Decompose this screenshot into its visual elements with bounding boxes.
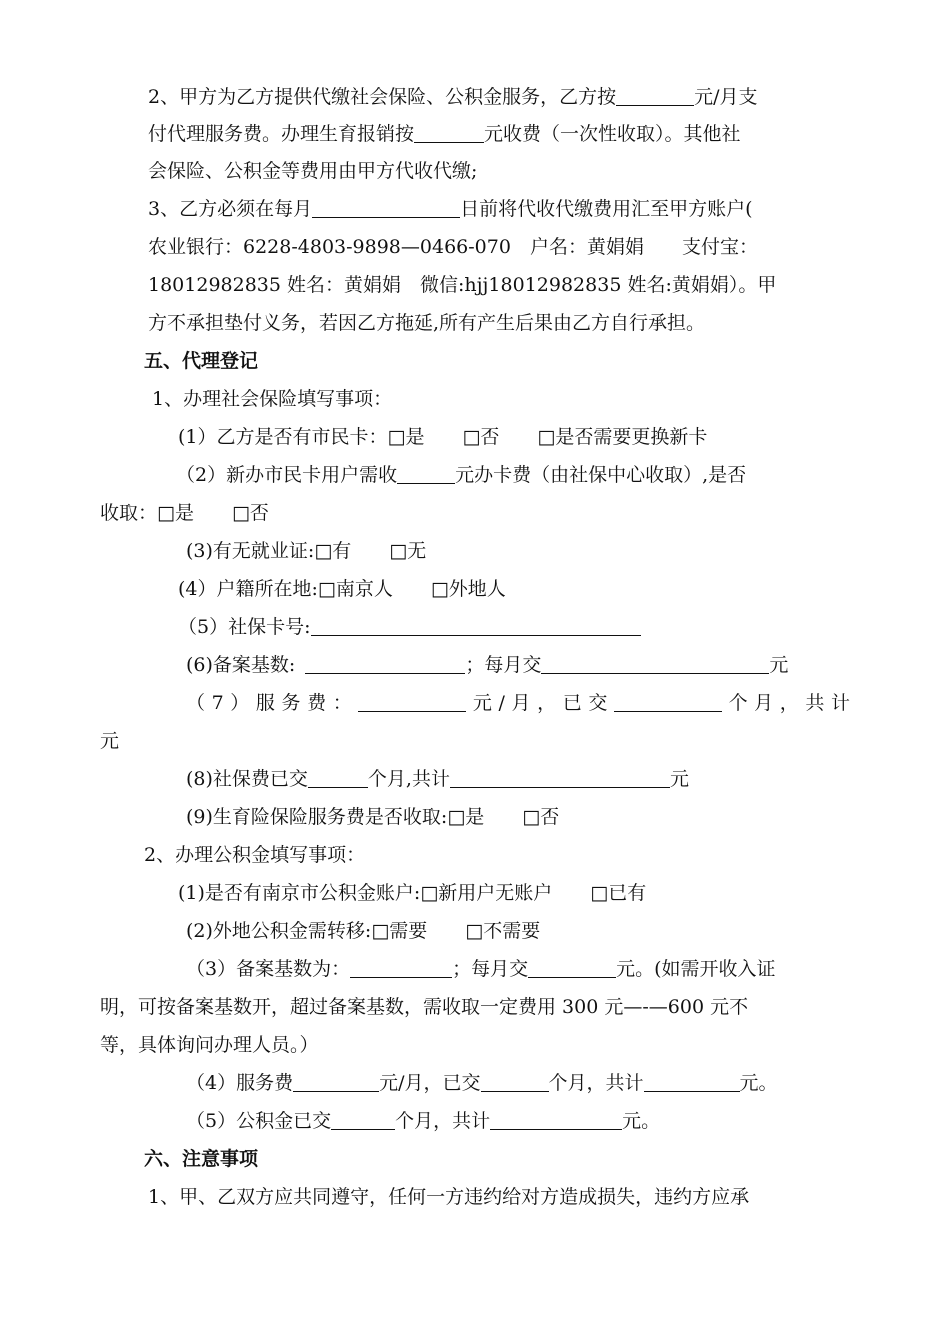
text: （5）公积金已交	[186, 1110, 332, 1132]
text: 元	[769, 654, 789, 676]
fund-total-blank[interactable]	[644, 1071, 740, 1092]
service-fee-unit: 元	[100, 730, 120, 752]
service-fee-month-blank[interactable]	[358, 691, 466, 712]
text: 元/月支	[694, 86, 758, 108]
citizen-card-question[interactable]: (1）乙方是否有市民卡：□是 □否 □是否需要更换新卡	[178, 426, 708, 448]
fund-monthly-blank[interactable]	[528, 957, 616, 978]
text: 元/月，已交	[379, 1072, 481, 1094]
fee-line-1	[148, 84, 758, 110]
months-paid-blank[interactable]	[614, 691, 722, 712]
household-question[interactable]: (4）户籍所在地:□南京人 □外地人	[178, 578, 506, 600]
social-insurance-subtitle: 1、办理社会保险填写事项：	[152, 388, 393, 410]
text: 元。(如需开收入证	[616, 958, 776, 980]
payment-line-4: 方不承担垫付义务，若因乙方拖延,所有产生后果由乙方自行承担。	[148, 312, 706, 334]
text: 元。	[622, 1110, 661, 1132]
payment-line-1	[148, 196, 753, 222]
text: ；每月交	[465, 654, 542, 676]
payment-line-3: 18012982835 姓名：黄娟娟 微信:hjj18012982835 姓名:黄娟娟）。甲	[148, 274, 777, 296]
fund-months-blank[interactable]	[481, 1071, 549, 1092]
fund-service-fee-line	[186, 1070, 778, 1096]
text: (6)备案基数:	[186, 654, 296, 676]
monthly-pay-blank[interactable]	[541, 653, 769, 674]
fee-line-3: 会保险、公积金等费用由甲方代收代缴;	[148, 160, 478, 182]
social-card-number-blank[interactable]	[311, 615, 641, 636]
social-total-blank[interactable]	[450, 767, 670, 788]
payment-day-blank[interactable]	[312, 197, 460, 218]
social-months-blank[interactable]	[308, 767, 368, 788]
text: 个月，共计	[548, 1072, 644, 1094]
text: 日前将代收代缴费用汇至甲方账户(	[460, 198, 753, 220]
text: （3）备案基数为：	[186, 958, 351, 980]
text: （4）服务费	[186, 1072, 294, 1094]
text: 元。	[739, 1072, 778, 1094]
text: （7）服务费：	[186, 692, 359, 714]
section-6-title: 六、注意事项	[144, 1148, 259, 1170]
fund-service-fee-blank[interactable]	[293, 1071, 379, 1092]
filing-base-blank[interactable]	[305, 653, 465, 674]
text: 付代理服务费。办理生育报销按	[148, 123, 415, 145]
maternity-fee-question[interactable]: (9)生育险保险服务费是否收取:□是 □否	[186, 806, 560, 828]
new-card-fee-choice[interactable]: 收取：□是 □否	[100, 502, 269, 524]
housing-fund-subtitle: 2、办理公积金填写事项：	[144, 844, 366, 866]
text: ；每月交	[452, 958, 529, 980]
text: （2）新办市民卡用户需收	[176, 464, 398, 486]
maternity-fee-blank[interactable]	[414, 122, 484, 143]
section-5-title: 五、代理登记	[144, 350, 259, 372]
fund-base-note-2: 等，具体询问办理人员。）	[100, 1034, 319, 1056]
text: 元/月，已交	[466, 692, 614, 714]
fund-paid-months-blank[interactable]	[331, 1109, 395, 1130]
service-fee-line	[186, 690, 850, 716]
text: 2、甲方为乙方提供代缴社会保险、公积金服务，乙方按	[148, 86, 617, 108]
notice-line-1: 1、甲、乙双方应共同遵守，任何一方违约给对方造成损失，违约方应承	[148, 1186, 750, 1208]
text: 元办卡费（由社保中心收取）,是否	[455, 464, 747, 486]
payment-line-2: 农业银行：6228-4803-9898—0466-070 户名：黄娟娟 支付宝：	[148, 236, 758, 258]
fee-line-2	[148, 121, 741, 147]
text: 个月,共计	[367, 768, 450, 790]
text: 3、乙方必须在每月	[148, 198, 313, 220]
text: 个月，共计	[395, 1110, 491, 1132]
text: 元	[669, 768, 689, 790]
social-fee-paid-line	[186, 766, 689, 792]
fund-account-question[interactable]: (1)是否有南京市公积金账户:□新用户无账户 □已有	[178, 882, 647, 904]
fund-paid-line	[186, 1108, 660, 1134]
new-card-fee-line	[176, 462, 746, 488]
fund-transfer-question[interactable]: (2)外地公积金需转移:□需要 □不需要	[186, 920, 541, 942]
card-fee-blank[interactable]	[397, 463, 455, 484]
fund-base-blank[interactable]	[350, 957, 452, 978]
fund-base-line	[186, 956, 776, 982]
text: 个月，共计	[721, 692, 850, 714]
filing-base-line	[186, 652, 788, 678]
text: （5）社保卡号:	[178, 616, 311, 638]
fund-paid-total-blank[interactable]	[490, 1109, 622, 1130]
text: 元收费（一次性收取）。其他社	[484, 123, 741, 145]
text: (8)社保费已交	[186, 768, 308, 790]
service-fee-blank[interactable]	[616, 85, 694, 106]
fund-base-note-1: 明，可按备案基数开，超过备案基数，需收取一定费用 300 元—-—600 元不	[100, 996, 749, 1018]
employment-cert-question[interactable]: (3)有无就业证:□有 □无	[186, 540, 427, 562]
social-card-number-line	[178, 614, 641, 640]
